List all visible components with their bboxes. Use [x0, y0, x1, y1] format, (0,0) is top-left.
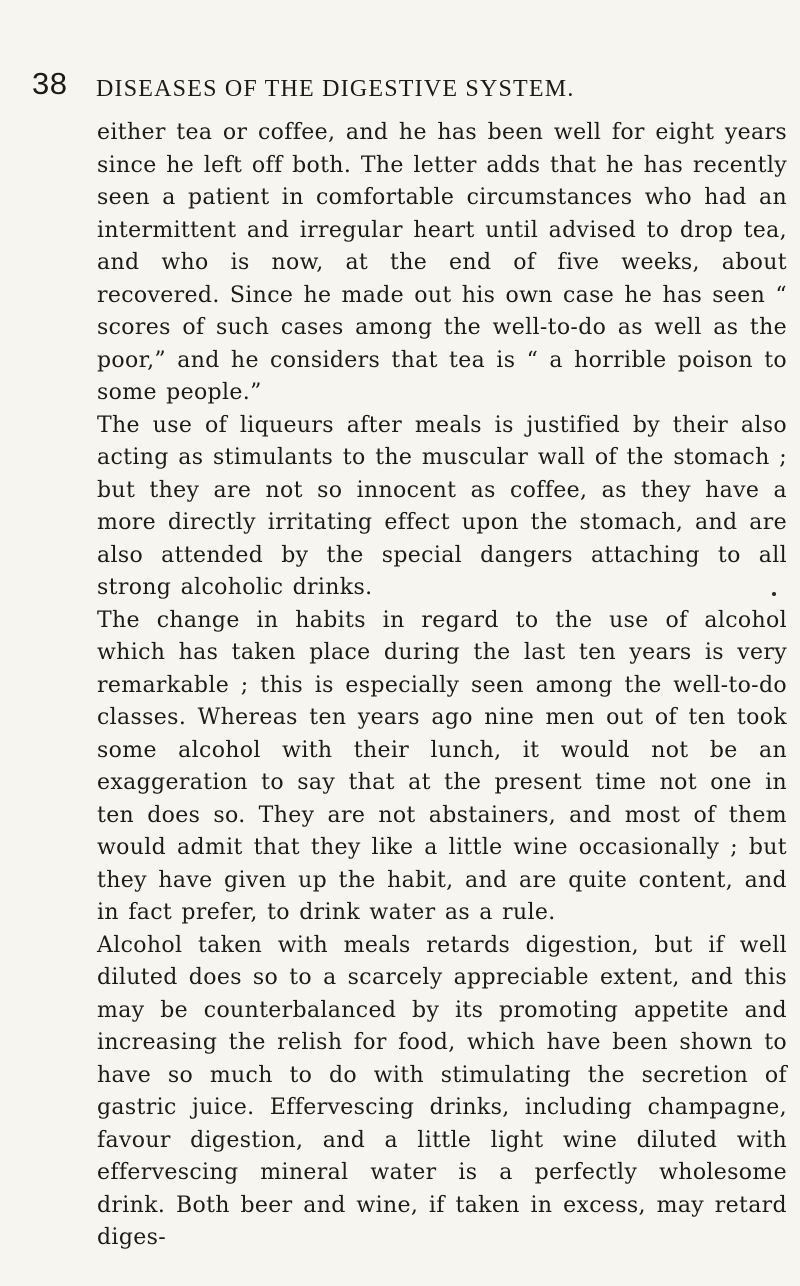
paragraph: either tea or coffee, and he has been well for eight years since he left off both. The letter adds that he has recently seen a patient in comfortable circumstances who had an intermittent and irregular heart until advised to drop tea, and who is now, at the end of five weeks, about recovered. Since he made out his own case he has seen “ scores of such cases among the well-to-do as well as the poor,” and he considers that tea is “ a horrible poison to some people.” — [97, 120, 787, 405]
paragraph: Alcohol taken with meals retards digestion, but if well diluted does so to a scarcely appreciable extent, and this may be counterbalanced by its promoting appetite and increasing the relish for food, which have been shown to have so much to do with stimulating the secretion of gastric juice. Effervescing drinks, including champagne, favour digestion, and a little light wine diluted with effervescing mineral water is a perfectly wholesome drink. Both beer and wine, if taken in excess, may retard diges- — [97, 932, 787, 1250]
margin-mark — [772, 592, 776, 596]
paragraph: The use of liqueurs after meals is justified by their also acting as stimulants to the muscular wall of the stomach ; but they are not so innocent as coffee, as they have a more directly irritating effect upon the stomach, and are also attended by the special dangers attaching to all strong alcoholic drinks. — [97, 412, 787, 600]
body-text — [97, 117, 787, 1255]
page-number: 38 — [32, 66, 68, 101]
paragraph: The change in habits in regard to the use of alcohol which has taken place during the last ten years is very remarkable ; this is especially seen among the well-to-do classes. Whereas ten years ago nine men out of ten took some alcohol with their lunch, it would not be an exaggeration to say that at the present time not one in ten does so. They are not abstainers, and most of them would admit that they like a little wine occasionally ; but they have given up the habit, and are quite content, and in fact prefer, to drink water as a rule. — [97, 607, 787, 925]
page-header — [32, 64, 772, 114]
running-head: DISEASES OF THE DIGESTIVE SYSTEM. — [96, 76, 575, 102]
